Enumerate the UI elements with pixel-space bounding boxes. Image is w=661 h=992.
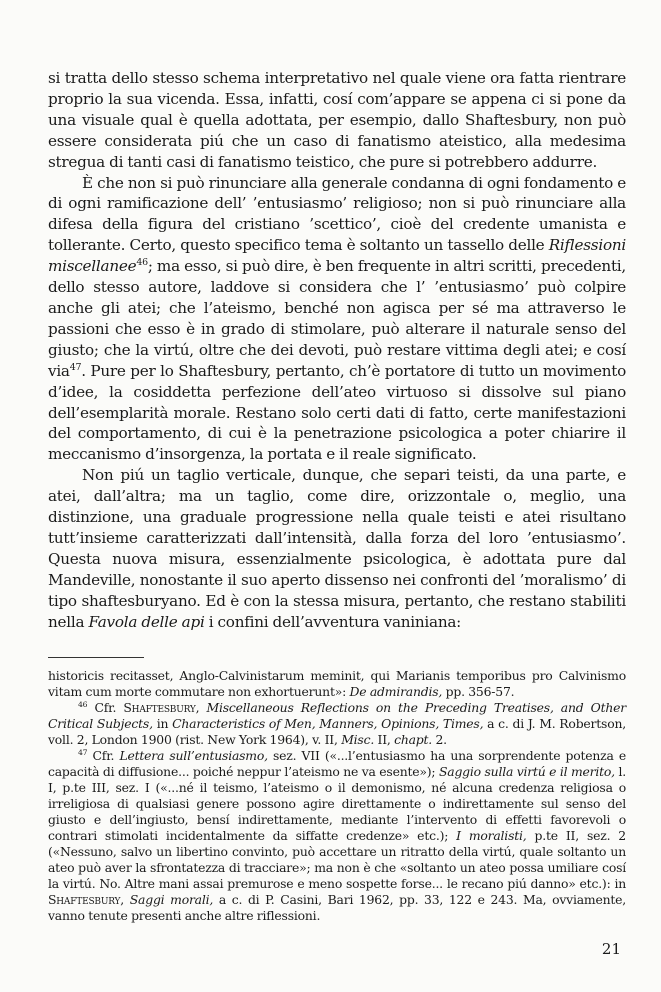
footnote-47-author: Shaftesbury: [48, 892, 121, 908]
footnote-cont-part-a: historicis recitasset, Anglo-Calvinistarum meminit, qui Marianis temporibus pro Calvinismo vitam cum morte commutare non exhortuerunt»:: [48, 668, 626, 700]
paragraph-3-part-a: Non piú un taglio verticale, dunque, che separi teisti, da una parte, e atei, dall’altra; ma un taglio, come dire, orizzontale o, meglio, una distinzione, una graduale progressione nella quale teisti e atei risultano tutt’insieme caratterizzati dall’intensità, dalla forza del loro ’entusiasmo’. Questa nuova misura, essenzialmente psicologica, è adottata pure dal Mandeville, nonostante il suo aperto dissenso nei confronti del ’moralismo’ di tipo shaftesburyano. Ed è con la stessa misura, pertanto, che restano stabiliti nella: [48, 466, 626, 631]
footnote-46-edition: a c. di J. M. Robertson, voll. 2, London 1900 (rist. New York 1964), v. II,: [48, 716, 626, 748]
footnote-46: [48, 700, 626, 748]
paragraph-3: [48, 465, 626, 632]
footnote-ref-46[interactable]: 46: [136, 257, 148, 269]
footnote-46-sep: ,: [195, 700, 207, 716]
footnote-46-end: 2.: [432, 732, 447, 748]
footnote-46-author: Shaftesbury: [123, 700, 196, 716]
footnote-46-number: 46: [78, 700, 88, 710]
footnote-46-roman: II,: [374, 732, 395, 748]
riflessioni-title: Riflessioni miscellanee: [48, 236, 626, 276]
footnote-47-title-saggio: Saggio sulla virtú e il merito,: [438, 764, 615, 780]
de-admirandis-title: De admirandis,: [349, 684, 443, 700]
favola-title: Favola delle api: [88, 612, 205, 631]
footnote-47-end: a c. di P. Casini, Bari 1962, pp. 33, 122 e 243. Ma, ovviamente, vanno tenute presenti anche altre riflessioni.: [48, 892, 627, 924]
footnotes: [48, 668, 626, 924]
footnote-divider: [48, 657, 144, 658]
footnote-47-title-moralisti: I moralisti,: [456, 828, 527, 844]
footnote-46-misc: Misc.: [341, 732, 375, 748]
footnote-cont-part-b: pp. 356-57.: [442, 684, 515, 700]
footnote-47-part-c: l. I, p.te III, sez. I («...né il teismo, l’ateismo o il demonismo, né alcuna credenza religiosa o irreligiosa di qualsiasi genere possono agire direttamente o indirettamente sul senso del giusto e dell’ingiusto, bensí indirettamente, mediante l’intervento di effetti favorevoli o contrari stimolati incidentalmente da siffatte credenze» etc.);: [48, 764, 626, 844]
footnote-ref-47[interactable]: 47: [69, 361, 82, 373]
footnote-47-sep: ,: [120, 892, 130, 908]
paragraph-1: si tratta dello stesso schema interpretativo nel quale viene ora fatta rientrare proprio la sua vicenda. Essa, infatti, cosí com’appare se appena ci si pone da una visuale qual è quella adottata, per esempio, dallo Shaftesbury, non può essere considerata piú che un caso di fanatismo ateistico, alla medesima stregua di tanti casi di fanatismo teistico, che pure si potrebbero addurre.: [48, 69, 626, 171]
footnote-47-part-d: p.te II, sez. 2 («Nessuno, salvo un libertino convinto, può accettare un ritratto della virtú, quale soltanto un ateo può aver la sfrontatezza di tracciare»; ma non è che «soltanto un ateo possa umiliare cosí la virtú. No. Altre mani assai premurose e meno sospette forse... le recano piú danno» etc.): in: [48, 828, 626, 892]
paragraph-3-part-b: i confini dell’avventura vaniniana:: [204, 612, 462, 631]
footnote-47-title-lettera: Lettera sull’entusiasmo,: [119, 748, 268, 764]
page-number: 21: [601, 940, 621, 958]
footnote-46-title2: Characteristics of Men, Manners, Opinions, Times,: [172, 716, 484, 732]
main-text: [48, 68, 626, 632]
paragraph-2-part-c: . Pure per lo Shaftesbury, pertanto, ch’è portatore di tutto un movimento d’idee, la cosiddetta perfezione dell’ateo virtuoso si dissolve sul piano dell’esemplarità morale. Restano solo certi dati di fatto, certe manifestazioni del comportamento, di cui è la penetrazione psicologica a poter chiarire il meccanismo d’insorgenza, la portata e il reale significato.: [48, 361, 626, 464]
footnote-47-title-saggi-morali: Saggi morali,: [129, 892, 214, 908]
paragraph-2-part-b: ; ma esso, si può dire, è ben frequente in altri scritti, precedenti, dello stesso autore, laddove si considera che l’ ’entusiasmo’ può colpire anche gli atei; che l’ateismo, benché non agisca per sé ma attraverso le passioni che esso è in grado di stimolare, può alterare il naturale senso del giusto; che la virtú, oltre che dei devoti, può restare vittima degli atei; e cosí via: [48, 257, 626, 380]
paragraph-2-part-a: È che non si può rinunciare alla generale condanna di ogni fondamento e di ogni ramificazione dell’ ’entusiasmo’ religioso; non si può rinunciare alla difesa della figura del cristiano ’scettico’, cioè del credente umanista e tollerante. Certo, questo specifico tema è soltanto un tassello delle: [48, 173, 626, 255]
footnote-47-number: 47: [78, 748, 88, 758]
paragraph-2: [48, 173, 626, 466]
footnote-46-chapt: chapt.: [394, 732, 433, 748]
footnote-46-title: Miscellaneous Reflections on the Preceding Treatises, and Other Critical Subjects,: [48, 700, 626, 732]
footnote-46-cfr: Cfr.: [87, 700, 124, 716]
footnote-47: [48, 748, 626, 924]
footnote-47-cfr: Cfr.: [87, 748, 120, 764]
footnote-continuation: [48, 668, 626, 700]
page-body: [48, 68, 626, 924]
footnote-46-in: in: [152, 716, 173, 732]
footnote-47-part-b: sez. VII («...l’entusiasmo ha una sorprendente potenza e capacità di diffusione... poiché neppur l’ateismo ne va esente»);: [48, 748, 626, 780]
